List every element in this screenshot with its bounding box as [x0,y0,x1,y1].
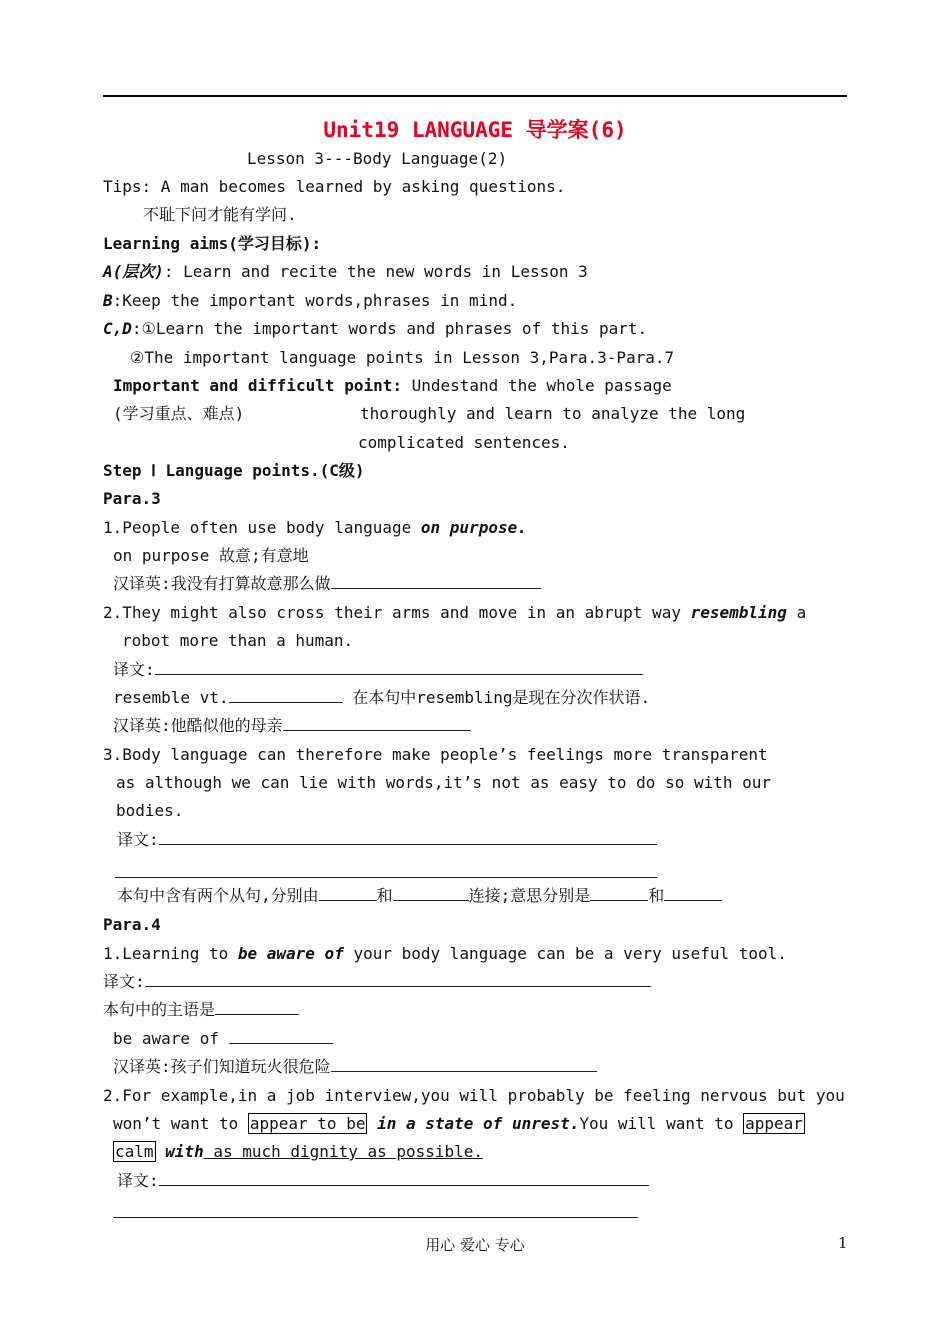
subject-prompt: 本句中的主语是 [103,1000,216,1019]
answer-line[interactable] [113,1217,638,1218]
footer-text: 用心 爱心 专心 [425,1236,525,1254]
para3-heading: Para.3 [103,489,161,508]
aim-cd-text: :①Learn the important words and phrases of this part. [131,319,648,338]
p3-s3-line1: 3.Body language can therefore make people’s feelings more transparent [103,745,768,764]
p3-s3-line2: as although we can lie with words,it’s not as easy to do so with our [116,773,772,792]
clauses-text-b: 和 [376,886,393,905]
key-point-text: Undestand the whole passage [401,376,672,395]
p4-s2-text: won’t want to [113,1114,248,1133]
aim-b-label: B [103,291,113,310]
aim-a [103,262,588,282]
p4-s2-line1: 2.For example,in a job interview,you will probably be feeling nervous but you [103,1086,845,1105]
p4-s2-italic-phrase: in a state of unrest. [367,1114,580,1133]
answer-blank[interactable] [664,886,722,901]
p4-s1-aware [113,1029,333,1049]
step-heading: Step Ⅰ Language points.(C级) [103,461,365,480]
tips-line: Tips: A man becomes learned by asking questions. [103,177,566,196]
answer-blank[interactable] [159,1171,649,1186]
answer-blank[interactable] [145,972,651,987]
boxed-phrase: appear to be [249,1114,366,1133]
p3-s2-translate [113,716,471,736]
p4-s2-line2 [113,1114,805,1134]
answer-blank[interactable] [331,1057,597,1072]
p4-s1-translate-prompt: 汉译英:孩子们知道玩火很危险 [113,1057,331,1076]
p4-s2-with: with [155,1142,204,1161]
answer-blank[interactable] [229,688,343,703]
p3-sentence-1 [103,518,527,538]
aim-cd-label: C,D [103,319,132,338]
p3-s2-text-end: a [786,603,807,622]
p4-s2-line3 [113,1142,483,1162]
p3-s3-clauses [117,886,722,906]
aim-a-label: A(层次) [103,262,164,281]
aware-label: be aware of [113,1029,229,1048]
p4-s1-text-end: your body language can be a very useful tool. [343,944,787,963]
yiwen-label: 译文: [103,972,145,991]
key-point [113,376,672,396]
p3-sentence-2 [103,603,806,623]
p3-s3-yiwen [117,830,657,850]
resemble-note: 在本句中resembling是现在分次作状语. [342,688,651,707]
clauses-text-c: 连接;意思分别是 [468,886,591,905]
answer-line[interactable] [115,877,657,878]
resemble-label: resemble vt. [113,688,229,707]
subtitle: Lesson 3---Body Language(2) [247,149,508,168]
answer-blank[interactable] [590,886,648,901]
p4-s1-yiwen [103,972,651,992]
para4-heading: Para.4 [103,915,161,934]
yiwen-label: 译文: [117,1171,159,1190]
p3-s2-translate-prompt: 汉译英:他酷似他的母亲 [113,716,283,735]
p3-s3-line3: bodies. [116,801,184,820]
answer-blank[interactable] [393,886,469,901]
answer-blank[interactable] [229,1029,333,1044]
p3-s2-yiwen [113,660,643,680]
answer-blank[interactable] [283,716,471,731]
key-point-chinese: (学习重点、难点) [113,404,245,423]
yiwen-label: 译文: [117,830,159,849]
tips-chinese: 不耻下问才能有学问. [143,205,297,224]
boxed-phrase: appear [745,1114,803,1133]
p3-s1-phrase: on purpose. [420,518,527,537]
p4-s2-underlined: as much dignity as possible. [203,1142,484,1161]
p3-s1-translate-prompt: 汉译英:我没有打算故意那么做 [113,574,331,593]
yiwen-label: 译文: [113,660,155,679]
p4-s1-subject [103,1000,299,1020]
p4-sentence-1 [103,944,787,964]
aims-heading: Learning aims(学习目标): [103,234,322,253]
aim-cd [103,319,647,339]
aim-b [103,291,517,311]
header-rule [103,95,847,97]
key-point-label: Important and difficult point: [113,376,402,395]
page-number: 1 [838,1234,848,1252]
aim-cd-second: ②The important language points in Lesson 3,Para.3-Para.7 [130,348,675,367]
answer-blank[interactable] [155,660,643,675]
aim-a-text: : Learn and recite the new words in Lesson 3 [163,262,588,281]
p3-s2-resemble [113,688,650,708]
answer-blank[interactable] [331,574,541,589]
p4-s1-translate [113,1057,597,1077]
answer-blank[interactable] [159,830,657,845]
answer-blank[interactable] [319,886,377,901]
p3-s1-translate [113,574,541,594]
p4-s1-text: 1.Learning to [103,944,238,963]
page-title: Unit19 LANGUAGE 导学案(6) [323,118,627,142]
p3-s2-text: 2.They might also cross their arms and move in an abrupt way [103,603,691,622]
p3-s1-text: 1.People often use body language [103,518,421,537]
p3-s1-note: on purpose 故意;有意地 [113,546,309,565]
p3-s2-keyword: resembling [690,603,787,622]
aim-b-text: :Keep the important words,phrases in mind. [112,291,518,310]
answer-blank[interactable] [215,1000,299,1015]
key-point-text-2: thoroughly and learn to analyze the long [360,404,746,423]
clauses-text-a: 本句中含有两个从句,分别由 [117,886,319,905]
clauses-text-d: 和 [648,886,665,905]
key-point-text-3: complicated sentences. [358,433,570,452]
boxed-phrase: calm [115,1142,154,1161]
p4-s1-phrase: be aware of [237,944,344,963]
p4-s2-yiwen [117,1171,649,1191]
p4-s2-text-mid: You will want to [579,1114,744,1133]
p3-s2-line2: robot more than a human. [122,631,354,650]
